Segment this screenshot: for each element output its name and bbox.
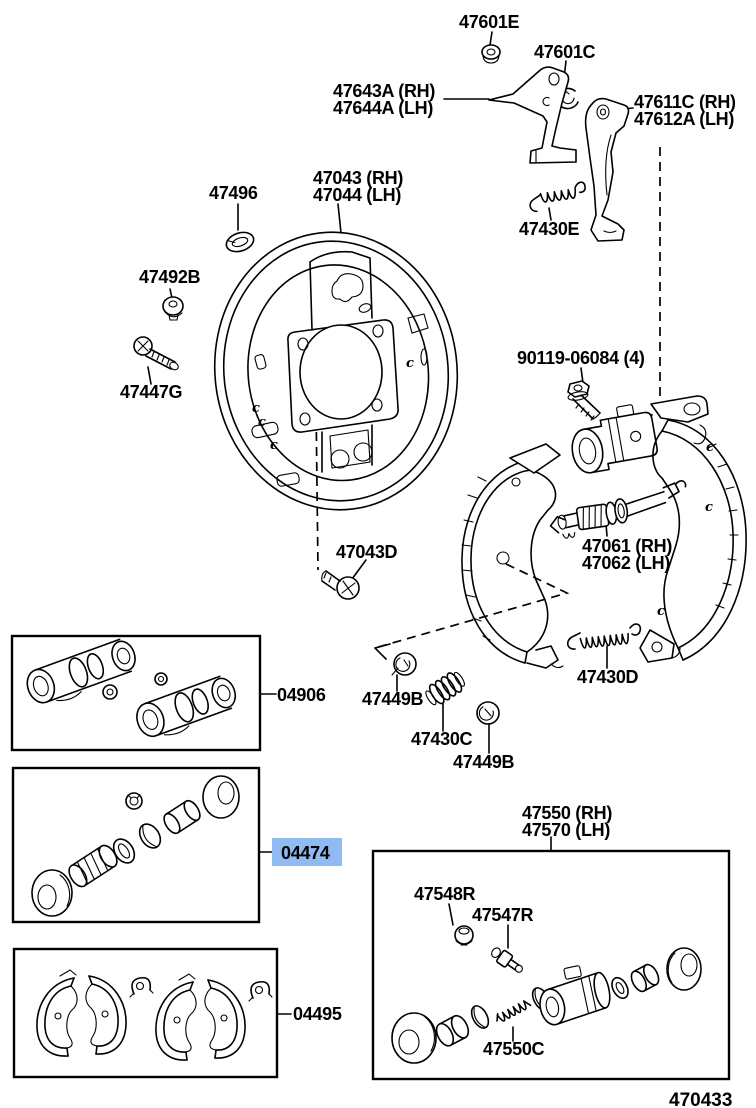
part-47430d-spring bbox=[568, 624, 641, 649]
part-label-47043[interactable]: 47043 (RH) bbox=[313, 168, 404, 188]
cast-mark: c bbox=[258, 415, 266, 430]
part-47430c-spring bbox=[422, 668, 468, 708]
cast-mark: c bbox=[406, 356, 414, 371]
part-label-47601e[interactable]: 47601E bbox=[459, 12, 520, 32]
cast-mark: c bbox=[252, 401, 260, 416]
part-left-brake-shoe bbox=[462, 444, 563, 668]
part-47601e-nut bbox=[482, 45, 500, 63]
highlighted-part-label-04474[interactable] bbox=[272, 838, 342, 866]
kit-box-04495 bbox=[14, 949, 277, 1077]
part-label-47044[interactable]: 47044 (LH) bbox=[313, 185, 402, 205]
part-47043d-screw bbox=[322, 571, 359, 599]
part-label-04495[interactable]: 04495 bbox=[293, 1004, 342, 1024]
part-47550c-spring bbox=[494, 998, 531, 1024]
part-label-04474[interactable]: 04474 bbox=[281, 843, 330, 863]
cast-mark: c bbox=[657, 604, 665, 619]
cast-mark: c bbox=[270, 438, 278, 453]
part-wheel-cylinder bbox=[566, 402, 659, 476]
part-label-47061[interactable]: 47061 (RH) bbox=[582, 536, 673, 556]
part-label-47550c[interactable]: 47550C bbox=[483, 1039, 545, 1059]
part-47430e-spring bbox=[528, 182, 588, 212]
cast-mark: c bbox=[705, 500, 713, 515]
kit-box-04474 bbox=[13, 768, 259, 922]
part-47492b-grommet bbox=[163, 297, 183, 320]
part-label-47430d[interactable]: 47430D bbox=[577, 667, 639, 687]
part-47043-backing-plate bbox=[199, 218, 473, 523]
part-47447g-bolt bbox=[134, 337, 180, 371]
part-label-47496[interactable]: 47496 bbox=[209, 183, 258, 203]
part-47548r-plug bbox=[455, 926, 473, 945]
part-label-47611c[interactable]: 47611C (RH) bbox=[634, 92, 736, 112]
part-label-47643a[interactable]: 47643A (RH) bbox=[333, 81, 436, 101]
part-label-47612a[interactable]: 47612A (LH) bbox=[634, 109, 735, 129]
part-47611c-parking-lever bbox=[586, 99, 629, 241]
part-label-47449b-b[interactable]: 47449B bbox=[453, 752, 515, 772]
part-47449b-washer-b bbox=[477, 702, 499, 724]
part-label-47430c[interactable]: 47430C bbox=[411, 729, 473, 749]
part-label-90119[interactable]: 90119-06084 (4) bbox=[517, 348, 645, 368]
figure-code: 470433 bbox=[669, 1090, 733, 1108]
part-label-47547r[interactable]: 47547R bbox=[472, 905, 534, 925]
part-47547r-bleeder bbox=[489, 945, 526, 977]
cast-mark: c bbox=[706, 440, 714, 455]
part-label-47570[interactable]: 47570 (LH) bbox=[522, 820, 611, 840]
part-label-47062[interactable]: 47062 (LH) bbox=[582, 553, 671, 573]
part-labels bbox=[120, 12, 736, 1059]
part-47496-retainer bbox=[224, 229, 256, 255]
part-label-47548r[interactable]: 47548R bbox=[414, 884, 476, 904]
part-47449b-washer-a bbox=[392, 653, 416, 675]
part-label-47447g[interactable]: 47447G bbox=[120, 382, 183, 402]
part-label-04906[interactable]: 04906 bbox=[277, 685, 326, 705]
part-90119-bolt bbox=[567, 381, 600, 420]
part-47643a-lever-bracket bbox=[489, 67, 576, 163]
part-label-47449b-a[interactable]: 47449B bbox=[362, 689, 424, 709]
part-label-47430e[interactable]: 47430E bbox=[519, 219, 580, 239]
part-label-47550[interactable]: 47550 (RH) bbox=[522, 803, 613, 823]
part-label-47644a[interactable]: 47644A (LH) bbox=[333, 98, 434, 118]
part-right-brake-shoe bbox=[640, 396, 746, 662]
part-label-47043d[interactable]: 47043D bbox=[336, 542, 398, 562]
kit-box-04906 bbox=[12, 636, 260, 750]
part-label-47492b[interactable]: 47492B bbox=[139, 267, 201, 287]
part-label-47601c[interactable]: 47601C bbox=[534, 42, 596, 62]
